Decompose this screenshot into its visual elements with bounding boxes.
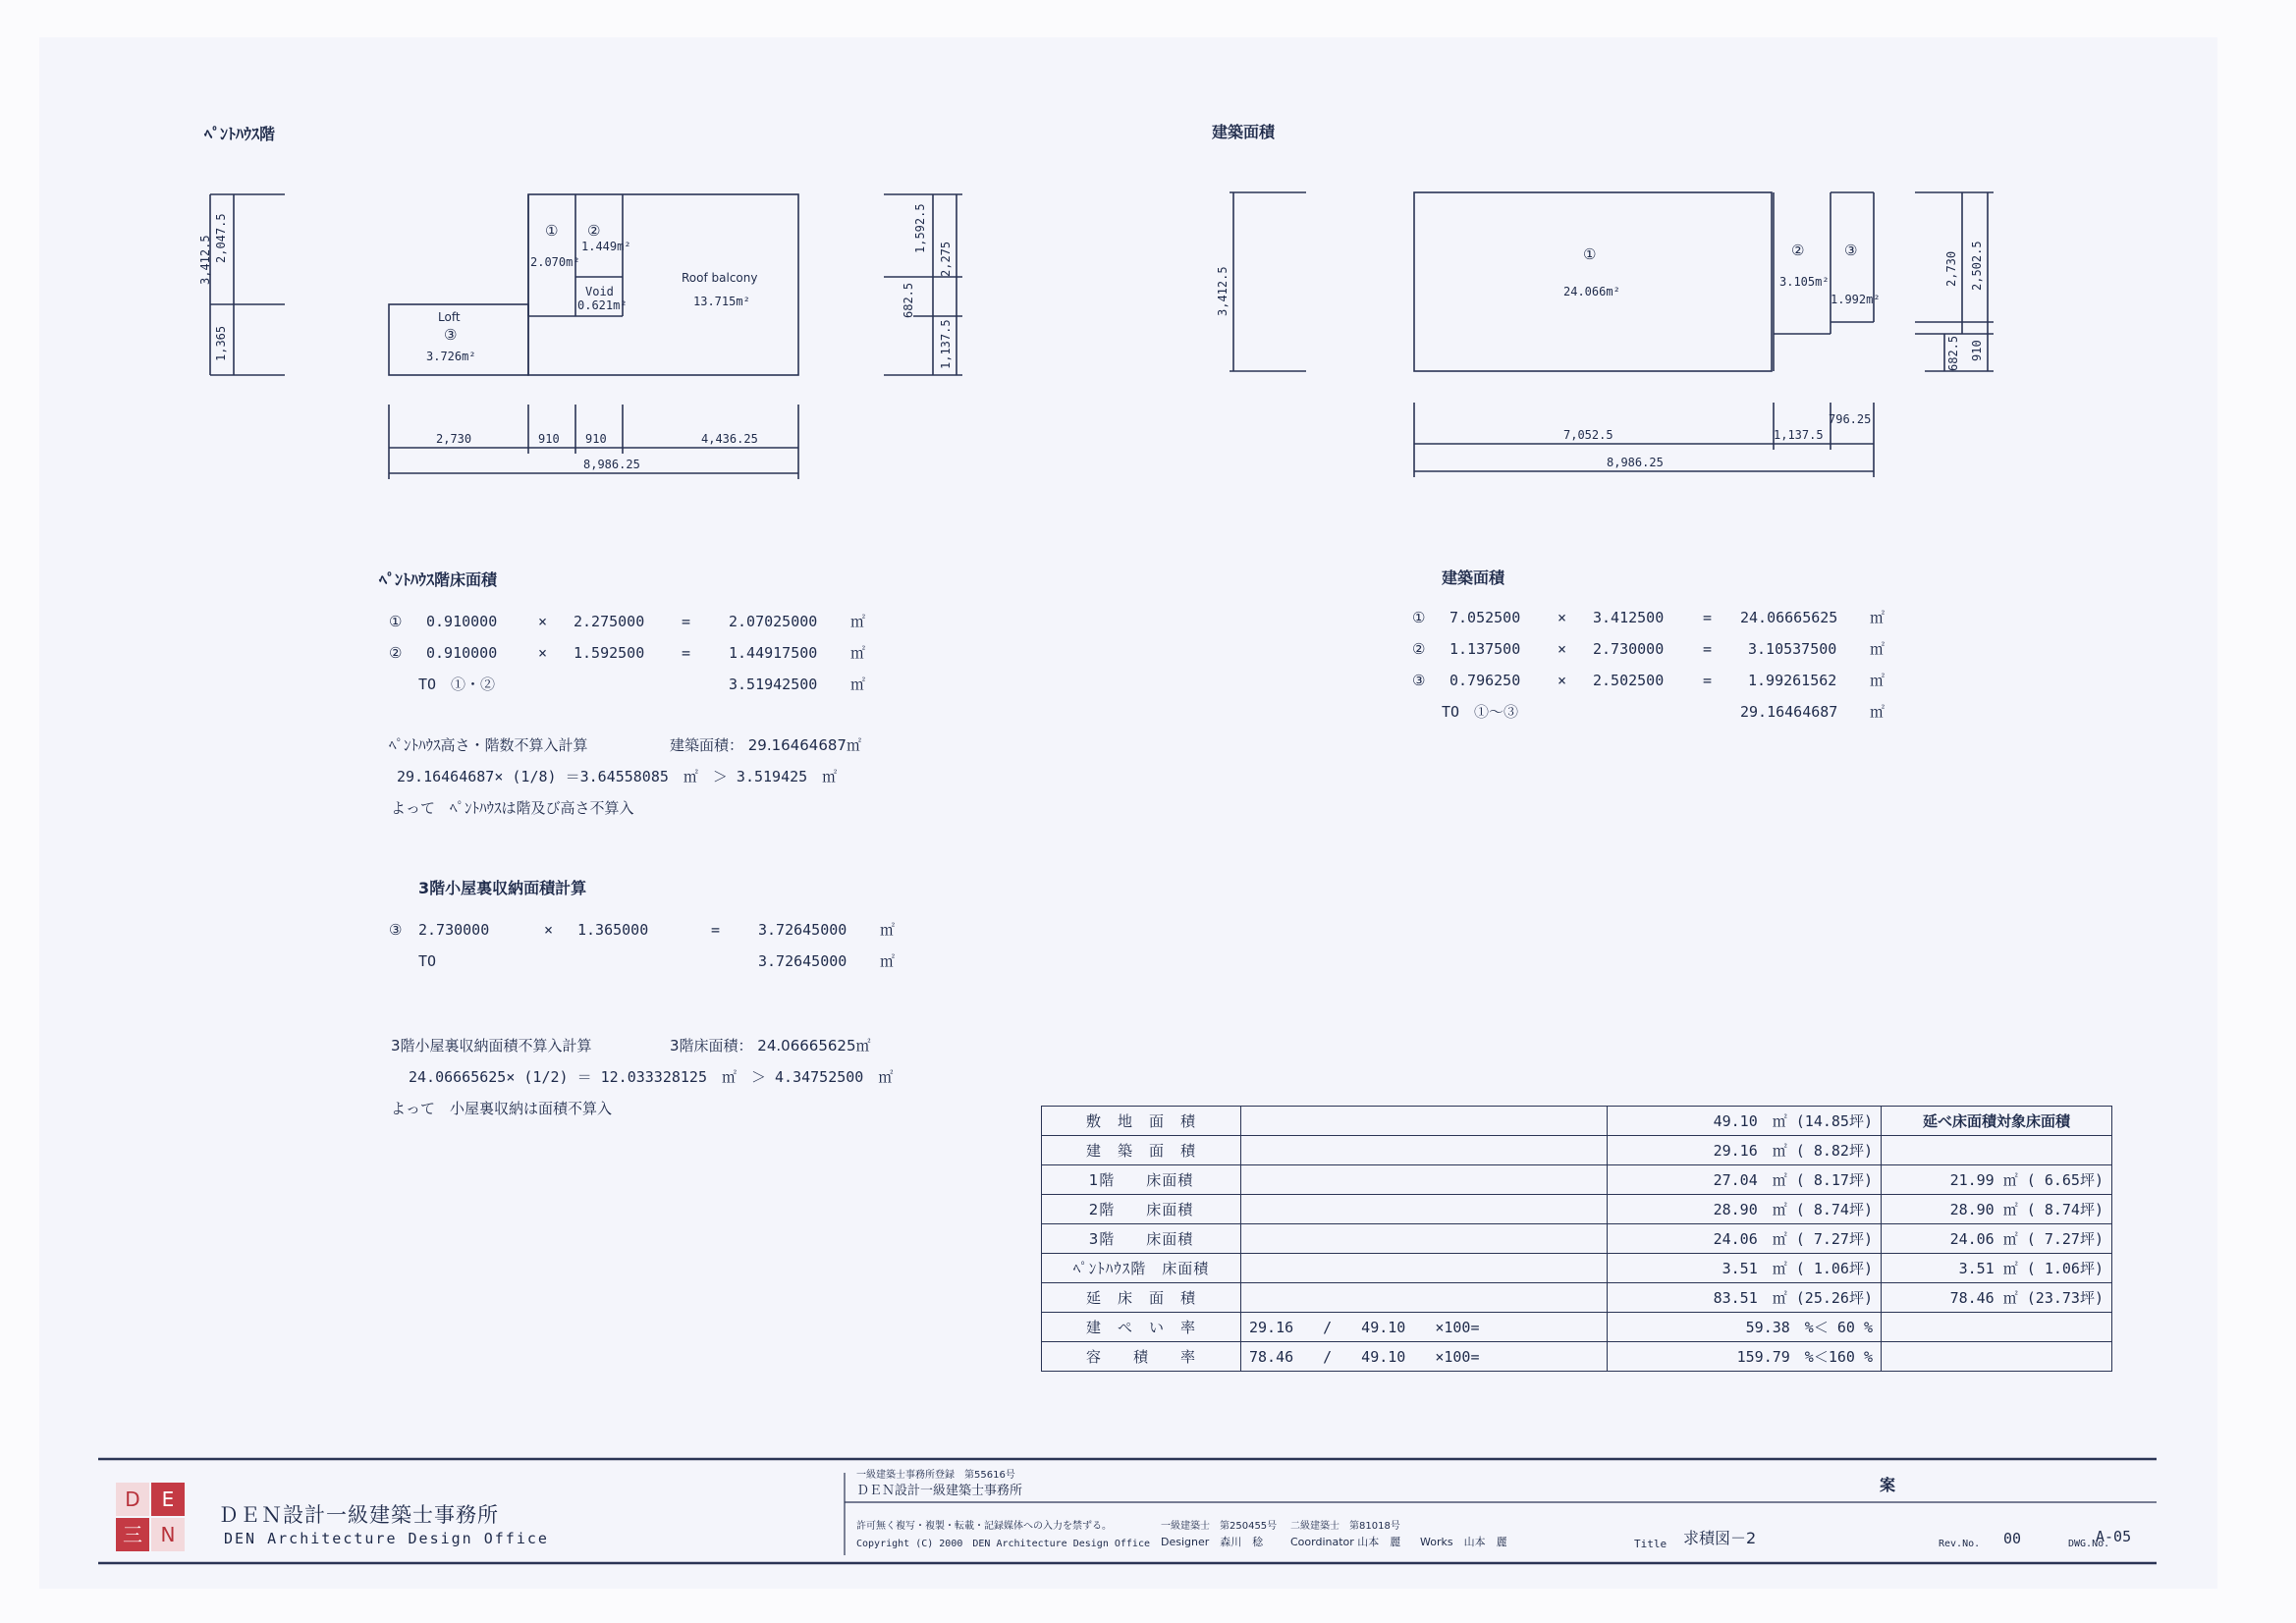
row-ext-value: 28.90 ㎡ ( 8.74坪) <box>1882 1195 2112 1224</box>
attic-check-ref: 3階床面積： 24.06665625㎡ <box>670 1037 871 1055</box>
ph-room2-mark: ② <box>587 222 601 240</box>
calc-op: × <box>1558 609 1567 626</box>
bldg-calc-title: 建築面積 <box>1442 568 1505 587</box>
bldg-room3-mark: ③ <box>1844 242 1858 259</box>
table-row <box>1042 1283 2112 1313</box>
calc-a: 7.052500 <box>1449 609 1521 626</box>
row-label: 容 積 率 <box>1042 1342 1241 1372</box>
ph-check-expr: 29.16464687× (1/8) ＝3.64558085 ㎡ ＞ 3.519425 ㎡ <box>397 768 838 785</box>
table-row <box>1042 1342 2112 1372</box>
calc-eq: = <box>682 613 691 630</box>
bldg-room1-area: 24.066m² <box>1563 285 1620 298</box>
calc-unit: ㎡ <box>1870 640 1886 658</box>
row-value: 28.90 ㎡ ( 8.74坪) <box>1608 1195 1882 1224</box>
calc-op: × <box>538 613 548 630</box>
ph-dim-bottom-3: 910 <box>585 432 607 446</box>
row-formula <box>1241 1254 1608 1283</box>
ph-dim-right-b: 2,275 <box>939 241 953 277</box>
bldg-dim-left-total: 3,412.5 <box>1216 266 1230 316</box>
bldg-room3-area: 1.992m² <box>1831 293 1881 306</box>
dwg-number: A-05 <box>2096 1528 2132 1545</box>
ph-dim-right-c: 682.5 <box>902 282 915 318</box>
ph-room2-area: 1.449m² <box>581 240 631 253</box>
calc-result: 24.06665625 <box>1740 609 1838 626</box>
table-row <box>1042 1107 2112 1136</box>
ph-room1-mark: ① <box>545 222 559 240</box>
penthouse-outline <box>528 194 798 375</box>
ph-check-result: よって ﾍﾟﾝﾄﾊｳｽは階及び高さ不算入 <box>391 799 634 817</box>
ph-dim-bottom-2: 910 <box>538 432 560 446</box>
bldg-dim-right-a: 2,730 <box>1944 250 1958 287</box>
architect-reg-1: 一級建築士 第250455号 <box>1161 1521 1278 1532</box>
ext-header: 延べ床面積対象床面積 <box>1882 1107 2112 1136</box>
ph-room1-area: 2.070m² <box>530 255 580 269</box>
roof-balcony-label: Roof balcony <box>682 271 758 285</box>
row-formula <box>1241 1107 1608 1136</box>
ph-dim-bottom-total: 8,986.25 <box>583 458 640 471</box>
coordinator: Coordinator 山本 麗 <box>1290 1536 1401 1548</box>
logo-cell: E <box>151 1483 185 1516</box>
calc-b: 2.502500 <box>1593 672 1665 689</box>
calc-b: 2.730000 <box>1593 640 1665 658</box>
calc-op: × <box>1558 672 1567 689</box>
row-label: 敷 地 面 積 <box>1042 1107 1241 1136</box>
row-ext-value: 78.46 ㎡ (23.73坪) <box>1882 1283 2112 1313</box>
row-value: 59.38 %＜ 60 % <box>1608 1313 1882 1342</box>
calc-b: 1.365000 <box>577 921 649 939</box>
bldg-dim-bottom-3: 796.25 <box>1829 412 1872 426</box>
row-ext-value <box>1882 1342 2112 1372</box>
works: Works 山本 麗 <box>1420 1536 1507 1548</box>
calc-result: 3.10537500 <box>1748 640 1837 658</box>
row-ext-value: 21.99 ㎡ ( 6.65坪) <box>1882 1165 2112 1195</box>
ph-dim-right-a: 1,592.5 <box>913 203 927 253</box>
row-ext-value: 3.51 ㎡ ( 1.06坪) <box>1882 1254 2112 1283</box>
row-label: 建 築 面 積 <box>1042 1136 1241 1165</box>
bldg-dim-right-b: 2,502.5 <box>1970 241 1984 291</box>
row-formula <box>1241 1136 1608 1165</box>
row-ext-value: 24.06 ㎡ ( 7.27坪) <box>1882 1224 2112 1254</box>
ph-dim-left-upper: 2,047.5 <box>214 213 228 263</box>
calc-op: × <box>544 921 554 939</box>
table-row <box>1042 1136 2112 1165</box>
attic-calc-total-unit: ㎡ <box>880 952 896 970</box>
bldg-room2-mark: ② <box>1791 242 1805 259</box>
calc-b: 3.412500 <box>1593 609 1665 626</box>
row-label: 延 床 面 積 <box>1042 1283 1241 1313</box>
bldg-room2-area: 3.105m² <box>1779 275 1830 289</box>
calc-eq: = <box>711 921 721 939</box>
calc-b: 2.275000 <box>574 613 645 630</box>
office-name-jp: ＤＥＮ設計一級建築士事務所 <box>218 1503 499 1527</box>
loft-label: Loft <box>438 310 461 324</box>
office-name-en: DEN Architecture Design Office <box>224 1530 549 1547</box>
row-formula <box>1241 1283 1608 1313</box>
ph-calc-total: 3.51942500 <box>729 676 818 693</box>
bldg-calc-total-label: TO ①～③ <box>1442 703 1519 721</box>
ph-dim-left-lower: 1,365 <box>214 325 228 361</box>
table-row <box>1042 1195 2112 1224</box>
calc-mark: ② <box>1412 640 1426 658</box>
calc-unit: ㎡ <box>850 644 866 662</box>
calc-result: 2.07025000 <box>729 613 818 630</box>
row-label: 2階 床面積 <box>1042 1195 1241 1224</box>
calc-result: 3.72645000 <box>758 921 847 939</box>
registered-office: ＤＥＮ設計一級建築士事務所 <box>856 1484 1023 1498</box>
attic-check-title: 3階小屋裏収納面積不算入計算 <box>391 1037 592 1055</box>
bldg-dim-right-d: 910 <box>1970 340 1984 361</box>
designer: Designer 森川 稔 <box>1161 1536 1264 1548</box>
row-value: 83.51 ㎡ (25.26坪) <box>1608 1283 1882 1313</box>
calc-unit: ㎡ <box>850 613 866 630</box>
row-value: 3.51 ㎡ ( 1.06坪) <box>1608 1254 1882 1283</box>
calc-a: 0.796250 <box>1449 672 1521 689</box>
table-row <box>1042 1165 2112 1195</box>
ph-dim-bottom-4: 4,436.25 <box>701 432 758 446</box>
logo-cell: D <box>116 1483 149 1516</box>
copy-notice: 許可無く複写・複製・転載・記録媒体への入力を禁ずる。 <box>856 1521 1112 1532</box>
ph-check-title: ﾍﾟﾝﾄﾊｳｽ高さ・階数不算入計算 <box>389 736 588 754</box>
calc-unit: ㎡ <box>1870 672 1886 689</box>
calc-unit: ㎡ <box>1870 609 1886 626</box>
calc-op: × <box>1558 640 1567 658</box>
rev-number: 00 <box>2003 1530 2022 1547</box>
project-suffix: 案 <box>1880 1476 1896 1494</box>
bldg-calc-total-unit: ㎡ <box>1870 703 1886 721</box>
row-formula <box>1241 1165 1608 1195</box>
calc-a: 1.137500 <box>1449 640 1521 658</box>
row-value: 49.10 ㎡ (14.85坪) <box>1608 1107 1882 1136</box>
row-ext-value <box>1882 1313 2112 1342</box>
ph-dim-left-total: 3,412.5 <box>198 235 212 285</box>
calc-op: × <box>538 644 548 662</box>
den-logo <box>116 1483 187 1553</box>
bldg-calc-total: 29.16464687 <box>1740 703 1838 721</box>
calc-eq: = <box>682 644 691 662</box>
attic-check-result: よって 小屋裏収納は面積不算入 <box>391 1100 613 1117</box>
title-label: Title <box>1634 1538 1667 1550</box>
ph-check-ref: 建築面積： 29.16464687㎡ <box>670 736 861 754</box>
logo-cell: N <box>151 1518 185 1551</box>
loft-mark: ③ <box>444 326 458 344</box>
calc-mark: ② <box>389 644 403 662</box>
calc-a: 0.910000 <box>426 644 498 662</box>
rev-label: Rev.No. <box>1939 1539 1981 1549</box>
bldg-dim-bottom-total: 8,986.25 <box>1607 456 1664 469</box>
ph-dim-right-d: 1,137.5 <box>939 319 953 369</box>
bldg-room1-mark: ① <box>1583 245 1597 263</box>
row-label: ﾍﾟﾝﾄﾊｳｽ階 床面積 <box>1042 1254 1241 1283</box>
calc-a: 0.910000 <box>426 613 498 630</box>
row-value: 24.06 ㎡ ( 7.27坪) <box>1608 1224 1882 1254</box>
roof-balcony-area: 13.715m² <box>693 295 750 308</box>
table-row <box>1042 1254 2112 1283</box>
architect-reg-2: 二級建築士 第81018号 <box>1290 1521 1400 1532</box>
calc-result: 1.44917500 <box>729 644 818 662</box>
logo-cell: 三 <box>116 1518 149 1551</box>
row-value: 29.16 ㎡ ( 8.82坪) <box>1608 1136 1882 1165</box>
ph-calc-total-label: TO ①・② <box>418 676 496 693</box>
calc-unit: ㎡ <box>880 921 896 939</box>
ph-calc-title: ﾍﾟﾝﾄﾊｳｽ階床面積 <box>379 570 498 589</box>
ph-dim-bottom-1: 2,730 <box>436 432 472 446</box>
void-label: Void <box>585 285 614 298</box>
row-formula <box>1241 1224 1608 1254</box>
ph-calc-total-unit: ㎡ <box>850 676 866 693</box>
row-value: 27.04 ㎡ ( 8.17坪) <box>1608 1165 1882 1195</box>
drawing-title: 求積図－2 <box>1683 1529 1757 1547</box>
calc-mark: ① <box>1412 609 1426 626</box>
row-label: 1階 床面積 <box>1042 1165 1241 1195</box>
row-formula <box>1241 1195 1608 1224</box>
bldg-dim-bottom-1: 7,052.5 <box>1563 428 1613 442</box>
building-area-title: 建築面積 <box>1212 123 1276 141</box>
row-label: 3階 床面積 <box>1042 1224 1241 1254</box>
row-formula: 29.16 / 49.10 ×100= <box>1241 1313 1608 1342</box>
dwg-label: DWG.No. <box>2068 1539 2110 1549</box>
calc-eq: = <box>1703 672 1713 689</box>
calc-result: 1.99261562 <box>1748 672 1837 689</box>
attic-calc-total-label: TO <box>418 952 437 970</box>
table-row <box>1042 1224 2112 1254</box>
calc-mark: ③ <box>389 921 403 939</box>
calc-eq: = <box>1703 609 1713 626</box>
calc-mark: ① <box>389 613 403 630</box>
calc-mark: ③ <box>1412 672 1426 689</box>
void-area: 0.621m² <box>577 298 628 312</box>
building-outline <box>1414 192 1772 371</box>
attic-calc-title: 3階小屋裏収納面積計算 <box>418 879 587 897</box>
bldg-dim-right-c: 682.5 <box>1946 335 1960 371</box>
row-formula: 78.46 / 49.10 ×100= <box>1241 1342 1608 1372</box>
table-row <box>1042 1313 2112 1342</box>
bldg-dim-bottom-2: 1,137.5 <box>1774 428 1824 442</box>
calc-eq: = <box>1703 640 1713 658</box>
row-value: 159.79 %＜160 % <box>1608 1342 1882 1372</box>
loft-area: 3.726m² <box>426 350 476 363</box>
attic-check-expr: 24.06665625× (1/2) ＝ 12.033328125 ㎡ ＞ 4.34752500 ㎡ <box>409 1068 894 1086</box>
registration-line: 一級建築士事務所登録 第55616号 <box>856 1470 1015 1481</box>
row-ext-value <box>1882 1136 2112 1165</box>
row-label: 建 ぺ い 率 <box>1042 1313 1241 1342</box>
penthouse-title: ﾍﾟﾝﾄﾊｳｽ階 <box>204 125 276 143</box>
calc-a: 2.730000 <box>418 921 490 939</box>
area-summary-table <box>1041 1106 2112 1372</box>
attic-calc-total: 3.72645000 <box>758 952 847 970</box>
copyright: Copyright (C) 2000 DEN Architecture Design Office <box>856 1539 1150 1549</box>
calc-b: 1.592500 <box>574 644 645 662</box>
